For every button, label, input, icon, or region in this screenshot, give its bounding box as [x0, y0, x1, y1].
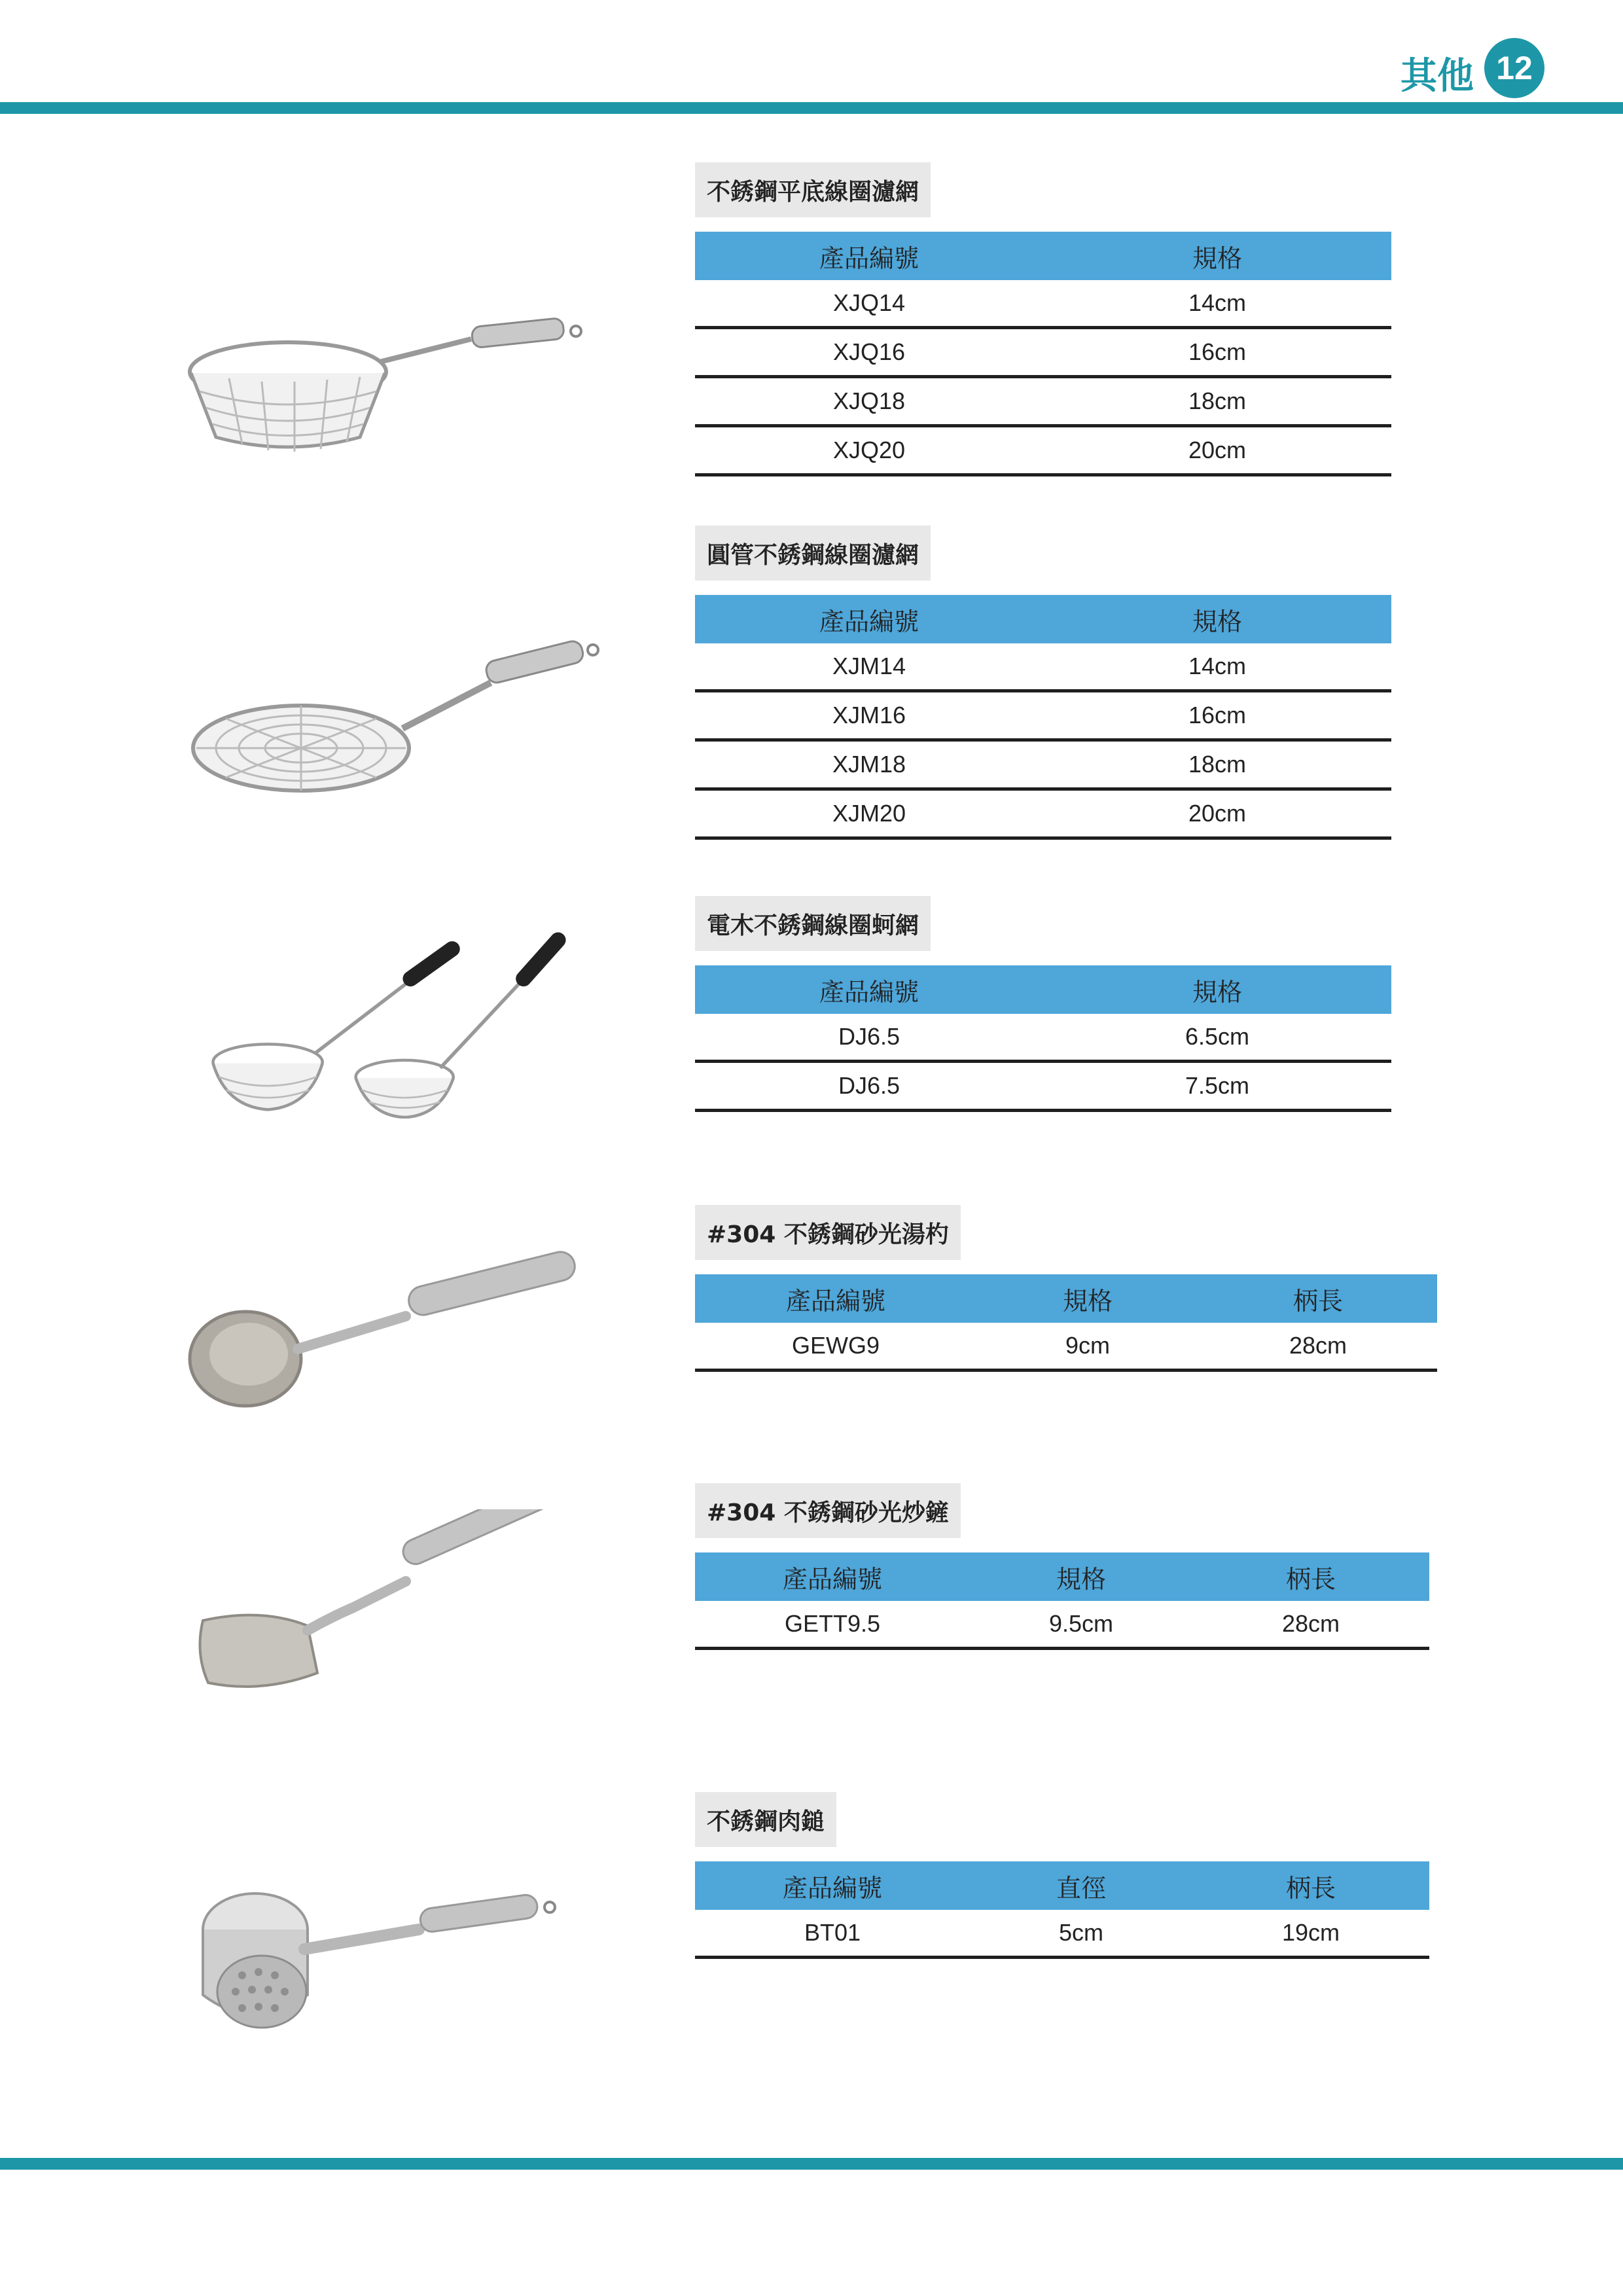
table-header-row — [695, 1861, 1429, 1910]
handle-length-cell: 19cm — [1192, 1910, 1429, 1958]
table-header-row — [695, 595, 1391, 643]
table-row — [695, 1062, 1391, 1111]
model-cell: DJ6.5 — [695, 1062, 1043, 1111]
model-cell: DJ6.5 — [695, 1014, 1043, 1062]
table-header-row — [695, 965, 1391, 1014]
header-spec: 規格 — [976, 1274, 1199, 1323]
spec-cell: 20cm — [1043, 426, 1391, 475]
spec-cell: 14cm — [1043, 643, 1391, 691]
spec-table — [695, 965, 1391, 1112]
header-model: 產品編號 — [695, 1861, 970, 1910]
model-cell: XJQ20 — [695, 426, 1043, 475]
model-cell: XJQ18 — [695, 377, 1043, 426]
table-row — [695, 789, 1391, 838]
model-cell: GEWG9 — [695, 1323, 976, 1371]
handle-length-cell: 28cm — [1192, 1601, 1429, 1649]
handle-length-cell: 28cm — [1199, 1323, 1437, 1371]
spec-table — [695, 232, 1391, 476]
product-title: 圓管不銹鋼線圈濾網 — [695, 526, 931, 581]
table-row — [695, 328, 1391, 377]
model-cell: XJQ14 — [695, 280, 1043, 328]
table-row — [695, 1014, 1391, 1062]
model-cell: XJM14 — [695, 643, 1043, 691]
bakelite-wire-oyster-net-icon — [183, 922, 602, 1119]
wok-turner-icon — [183, 1509, 602, 1706]
table-row — [695, 426, 1391, 475]
soup-ladle-icon — [183, 1251, 602, 1447]
header-model: 產品編號 — [695, 1552, 970, 1601]
table-header-row — [695, 1274, 1437, 1323]
product-title: #304 不銹鋼砂光炒鏟 — [695, 1483, 961, 1538]
spec-table — [695, 1552, 1429, 1650]
header-handle-length: 柄長 — [1192, 1552, 1429, 1601]
header-spec: 規格 — [1043, 595, 1391, 643]
spec-cell: 20cm — [1043, 789, 1391, 838]
table-row — [695, 377, 1391, 426]
product-title: 不銹鋼肉鎚 — [695, 1792, 836, 1847]
diameter-cell: 5cm — [970, 1910, 1192, 1958]
flat-bottom-wire-strainer-icon — [183, 300, 602, 496]
spec-cell: 18cm — [1043, 740, 1391, 789]
header-model: 產品編號 — [695, 595, 1043, 643]
model-cell: XJM20 — [695, 789, 1043, 838]
section-title: 其他 — [1400, 55, 1474, 98]
table-row — [695, 691, 1391, 740]
header-model: 產品編號 — [695, 965, 1043, 1014]
table-row — [695, 280, 1391, 328]
header-handle-length: 柄長 — [1199, 1274, 1437, 1323]
table-row — [695, 1910, 1429, 1958]
spec-cell: 16cm — [1043, 691, 1391, 740]
header-model: 產品編號 — [695, 1274, 976, 1323]
spec-table — [695, 1861, 1429, 1959]
header-spec: 規格 — [1043, 232, 1391, 280]
spec-cell: 9cm — [976, 1323, 1199, 1371]
header-handle-length: 柄長 — [1192, 1861, 1429, 1910]
model-cell: XJQ16 — [695, 328, 1043, 377]
header-diameter: 直徑 — [970, 1861, 1192, 1910]
spec-cell: 6.5cm — [1043, 1014, 1391, 1062]
model-cell: GETT9.5 — [695, 1601, 970, 1649]
header-spec: 規格 — [1043, 965, 1391, 1014]
spec-cell: 16cm — [1043, 328, 1391, 377]
table-row — [695, 643, 1391, 691]
spec-cell: 7.5cm — [1043, 1062, 1391, 1111]
table-row — [695, 1323, 1437, 1371]
spec-cell: 9.5cm — [970, 1601, 1192, 1649]
product-title: 電木不銹鋼線圈蚵網 — [695, 896, 931, 951]
table-header-row — [695, 232, 1391, 280]
header-spec: 規格 — [970, 1552, 1192, 1601]
meat-tenderizer-icon — [183, 1857, 602, 2054]
round-tube-wire-strainer-icon — [183, 637, 602, 833]
model-cell: XJM16 — [695, 691, 1043, 740]
product-title: #304 不銹鋼砂光湯杓 — [695, 1205, 961, 1260]
model-cell: BT01 — [695, 1910, 970, 1958]
header-model: 產品編號 — [695, 232, 1043, 280]
header-rule — [0, 102, 1623, 114]
model-cell: XJM18 — [695, 740, 1043, 789]
footer-rule — [0, 2158, 1623, 2170]
table-header-row — [695, 1552, 1429, 1601]
page-number-badge: 12 — [1484, 38, 1544, 98]
spec-table — [695, 1274, 1437, 1372]
product-title: 不銹鋼平底線圈濾網 — [695, 162, 931, 217]
spec-table — [695, 595, 1391, 840]
spec-cell: 18cm — [1043, 377, 1391, 426]
table-row — [695, 1601, 1429, 1649]
spec-cell: 14cm — [1043, 280, 1391, 328]
table-row — [695, 740, 1391, 789]
